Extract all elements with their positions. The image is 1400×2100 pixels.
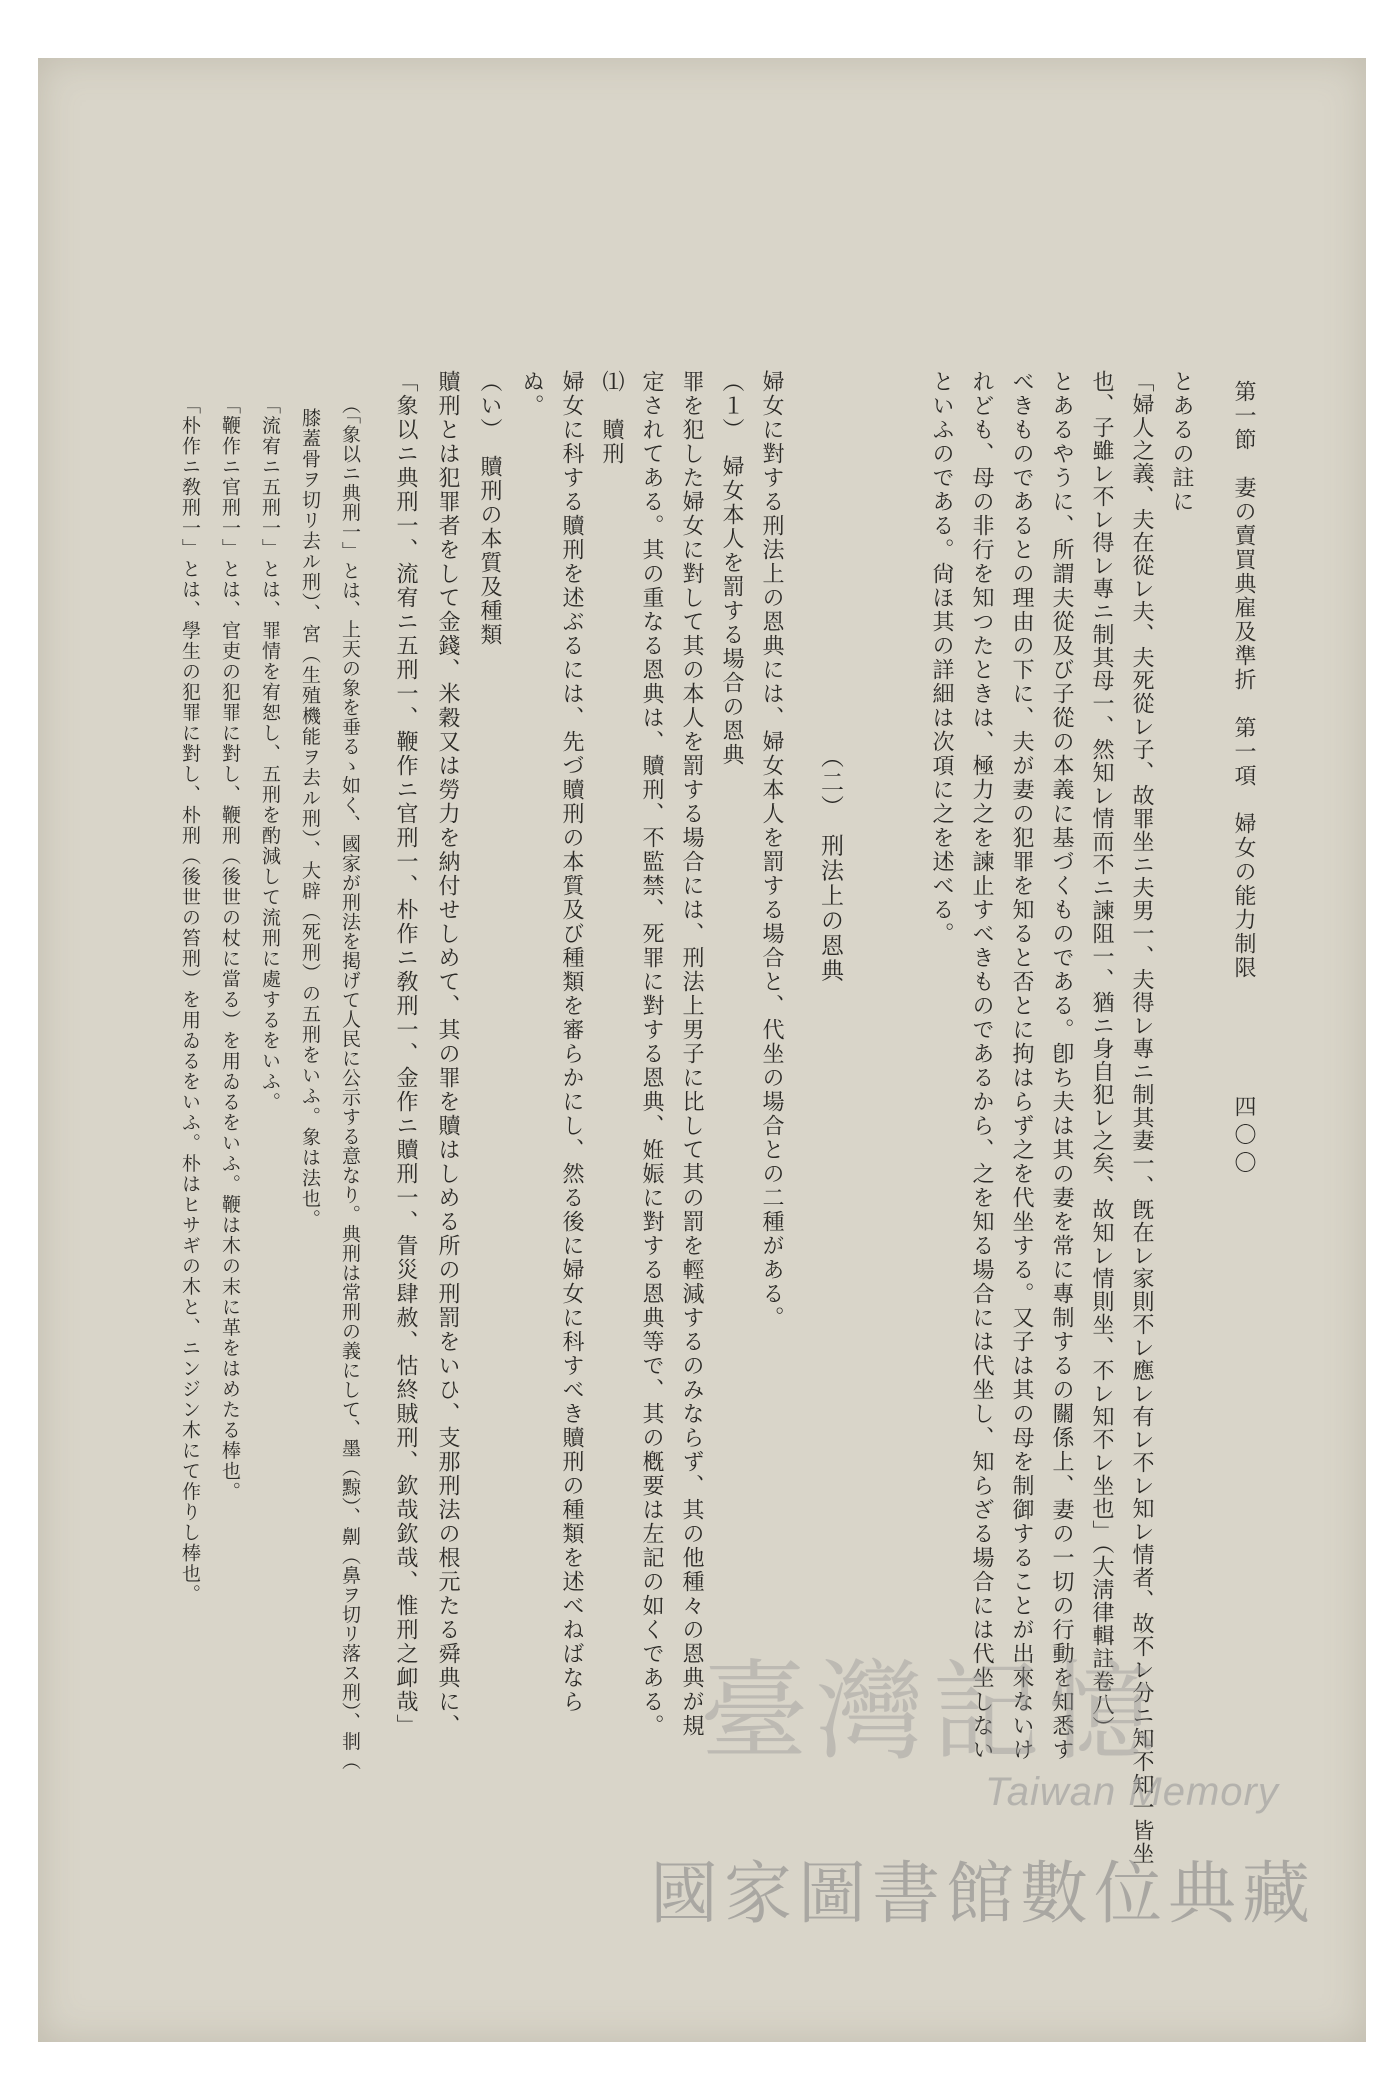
- text-column: れども、母の非行を知つたときは、極力之を諫止すべきものであるから、之を知る場合には代坐し、知らざる場合には代坐しない: [969, 370, 994, 1762]
- text-column: 婦女に科する贖刑を述ぶるには、先づ贖刑の本質及び種類を審らかにし、然る後に婦女に科すべき贖刑の種類を述べねばなら: [559, 370, 584, 1714]
- text-column: 罪を犯した婦女に對して其の本人を罰する場合には、刑法上男子に比して其の罰を輕減するのみならず、其の他種々の恩典が規: [679, 370, 704, 1738]
- text-column: 「婦人之義、夫在從レ夫、夫死從レ子、故罪坐ニ夫男一、夫得レ專ニ制其妻一、旣在レ家則不レ應レ有レ不レ知レ情者、故不レ分ニ知不知一皆坐: [1129, 370, 1154, 1865]
- annotation-column: 「流宥ニ五刑一」とは、罪情を宥恕し、五刑を酌減して流刑に處するをいふ。: [259, 395, 281, 1113]
- text-column: ぬ。: [519, 370, 544, 418]
- section-heading: （二） 刑法上の恩典: [817, 745, 843, 984]
- text-column: 定されてある。其の重なる恩典は、贖刑、不監禁、死罪に對する恩典、姙娠に對する恩典等で、其の槪要は左記の如くである。: [639, 370, 664, 1738]
- annotation-column: 「鞭作ニ官刑一」とは、官吏の犯罪に對し、鞭刑（後世の杖に當る）を用ゐるをいふ。鞭は木の末に革をはめたる棒也。: [219, 395, 241, 1502]
- text-column: といふのである。尙ほ其の詳細は次項に之を述べる。: [929, 370, 954, 946]
- text-column: 婦女に對する刑法上の恩典には、婦女本人を罰する場合と、代坐の場合との二種がある。: [759, 370, 784, 1330]
- subsection-heading: ⑴ 贖刑: [599, 370, 624, 466]
- subsection-heading: （い） 贖刑の本質及種類: [477, 370, 502, 647]
- text-column: とあるの註に: [1169, 370, 1194, 514]
- annotation-column: 「朴作ニ敎刑一」とは、學生の犯罪に對し、朴刑（後世の笞刑）を用ゐるをいふ。朴はヒサギの木と、ニンジン木にて作りし棒也。: [179, 395, 201, 1605]
- text-column: とあるやうに、所謂夫從及び子從の本義に基づくものである。卽ち夫は其の妻を常に專制するの關係上、妻の一切の行動を知悉す: [1049, 370, 1074, 1762]
- annotation-column: 膝蓋骨ヲ切リ去ル刑）、宮（生殖機能ヲ去ル刑）、大辟（死刑）の五刑をいふ。象は法也。: [299, 408, 321, 1230]
- subsection-heading: （１） 婦女本人を罰する場合の恩典: [719, 370, 744, 767]
- text-column: 「象以ニ典刑一、流宥ニ五刑一、鞭作ニ官刑一、朴作ニ敎刑一、金作ニ贖刑一、眚災肆赦、怙終賊刑、欽哉欽哉、惟刑之卹哉」: [393, 370, 418, 1738]
- watermark-latin-text: Taiwan Memory: [985, 1770, 1279, 1814]
- watermark-logo-text: 臺灣記憶: [700, 1650, 1165, 1775]
- text-column: べきものであるとの理由の下に、夫が妻の犯罪を知ると否とに拘はらず之を代坐する。又子は其の母を制御することが出來ないけ: [1009, 370, 1034, 1762]
- text-column: 也、子雖レ不レ得レ專ニ制其母一、然知レ情而不ニ諫阻一、猶ニ身自犯レ之矣、故知レ情則坐、不レ知不レ坐也」（大淸律輯註卷八）: [1089, 370, 1114, 1739]
- running-header: 第一節 妻の賣買典雇及準折 第一項 婦女の能力制限: [1231, 380, 1256, 980]
- annotation-column: （「象以ニ典刑一」とは、上天の象を垂るゝ如く、國家が刑法を掲げて人民に公示する意なり。典刑は常刑の義にして、墨（黥）、劓（鼻ヲ切リ落ス刑）、剕（: [339, 395, 361, 1771]
- page-number: 四〇〇: [1231, 1095, 1256, 1179]
- text-column: 贖刑とは犯罪者をして金錢、米穀又は勞力を納付せしめて、其の罪を贖はしめる所の刑罰をいひ、支那刑法の根元たる舜典に、: [435, 370, 460, 1738]
- watermark-organization: 國家圖書館數位典藏: [650, 1855, 1317, 1934]
